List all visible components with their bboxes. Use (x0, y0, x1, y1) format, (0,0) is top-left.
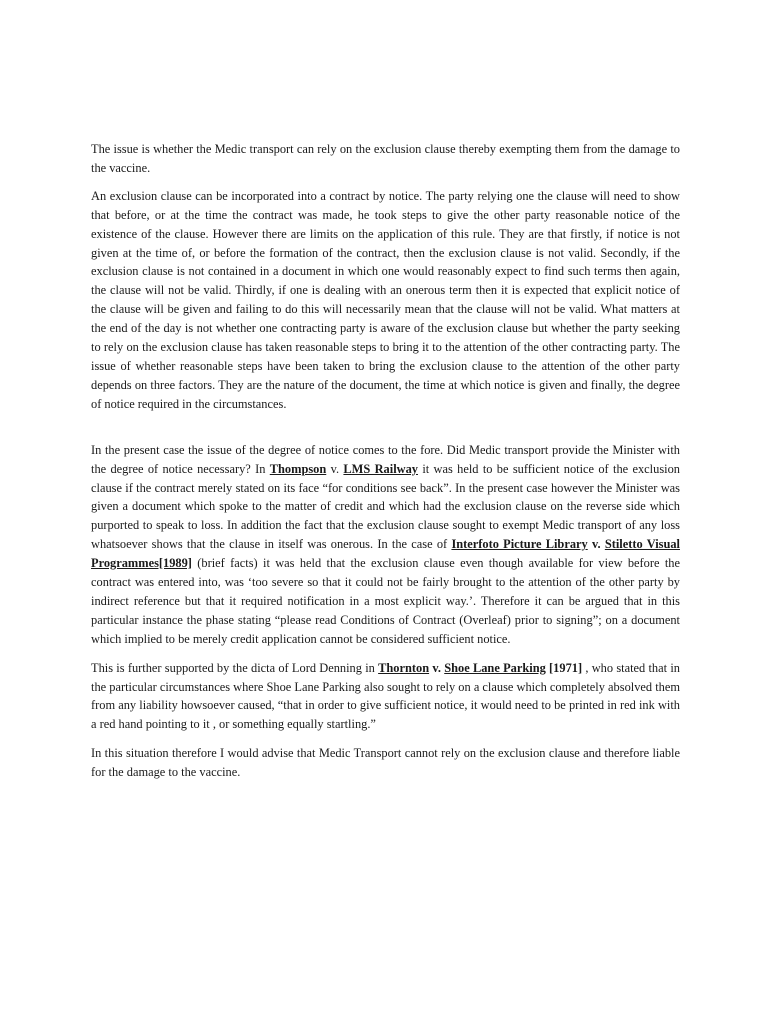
case-name-interfoto: Interfoto Picture Library (451, 537, 588, 552)
case-name-lms-railway: LMS Railway (343, 461, 418, 476)
paragraph-lord-denning (91, 659, 680, 735)
case-name-thornton: Thornton (378, 660, 430, 675)
text-segment: (brief facts) it was held that the exclusion clause even though available for view before the contract was entered into, was ‘too severe so that it could not be fairly brought to the attention of the other party by indirect reference but that it required notification in a most explicit way.’. Therefore it can be argued that in this particular instance the phase stating “please read Conditions of Contract (Overleaf) prior to signing”; on a document which implied to be merely credit application cannot be considered sufficient notice. (91, 556, 680, 646)
document-body (91, 140, 680, 792)
paragraph-advice: In this situation therefore I would advise that Medic Transport cannot rely on the exclusion clause and therefore liable for the damage to the vaccine. (91, 746, 680, 780)
paragraph-issue: The issue is whether the Medic transport can rely on the exclusion clause thereby exempting them from the damage to the vaccine. (91, 142, 680, 175)
case-name-shoe-lane-parking: Shoe Lane Parking (444, 660, 546, 675)
case-name-stiletto: Stiletto Visual Programmes[1989] (91, 537, 680, 571)
text-segment-bold: v. (429, 660, 445, 675)
text-segment: , who stated that in the particular circumstances where Shoe Lane Parking also sought to rely on a clause which completely absolved them from any liability howsoever caused, “that in order to give sufficient notice, it would need to be printed in red ink with a red hand pointing to it , or something equally startling.” (91, 660, 680, 732)
text-segment-bold: v. (587, 537, 605, 552)
case-year: [1971] (545, 660, 586, 675)
paragraph-degree-of-notice (91, 441, 680, 649)
text-segment: v. (326, 461, 344, 476)
paragraph-exclusion-notice-rules: An exclusion clause can be incorporated into a contract by notice. The party relying one the clause will need to show that before, or at the time the contract was made, he took steps to give the other party reasonable notice of the existence of the clause. However there are limits on the application of this rule. They are that firstly, if notice is not given at the time of, or before the formation of the contract, then the exclusion clause is not valid. Secondly, if the exclusion clause is not contained in a document in which one would reasonably expect to find such terms then again, the clause will not be valid. Thirdly, if one is dealing with an onerous term then it is expected that explicit notice of the clause will be given and failing to do this will necessarily mean that the clause will not be valid. What matters at the end of the day is not whether one contracting party is aware of the exclusion clause but whether the party seeking to rely on the exclusion clause has taken reasonable steps to bring it to the attention of the other contracting party. The issue of whether reasonable steps have been taken to bring the exclusion clause to the attention of the other party depends on three factors. They are the nature of the document, the time at which notice is given and finally, the degree of notice required in the circumstances. (91, 188, 680, 411)
text-segment: In the present case the issue of the degree of notice comes to the fore. Did Medic transport provide the Minister with the degree of notice necessary? In (91, 442, 680, 476)
case-name-thompson: Thompson (269, 461, 327, 476)
text-segment: it was held to be sufficient notice of the exclusion clause if the contract merely stated on its face “for conditions see back”. In the present case however the Minister was given a document which spoke to the matter of credit and which had the exclusion clause on the reverse side which purported to speak to loss. In addition the fact that the exclusion clause sought to exempt Medic transport of any loss whatsoever shows that the clause in itself was onerous. In the case of (91, 461, 680, 552)
text-segment: This is further supported by the dicta of Lord Denning in (91, 660, 379, 675)
